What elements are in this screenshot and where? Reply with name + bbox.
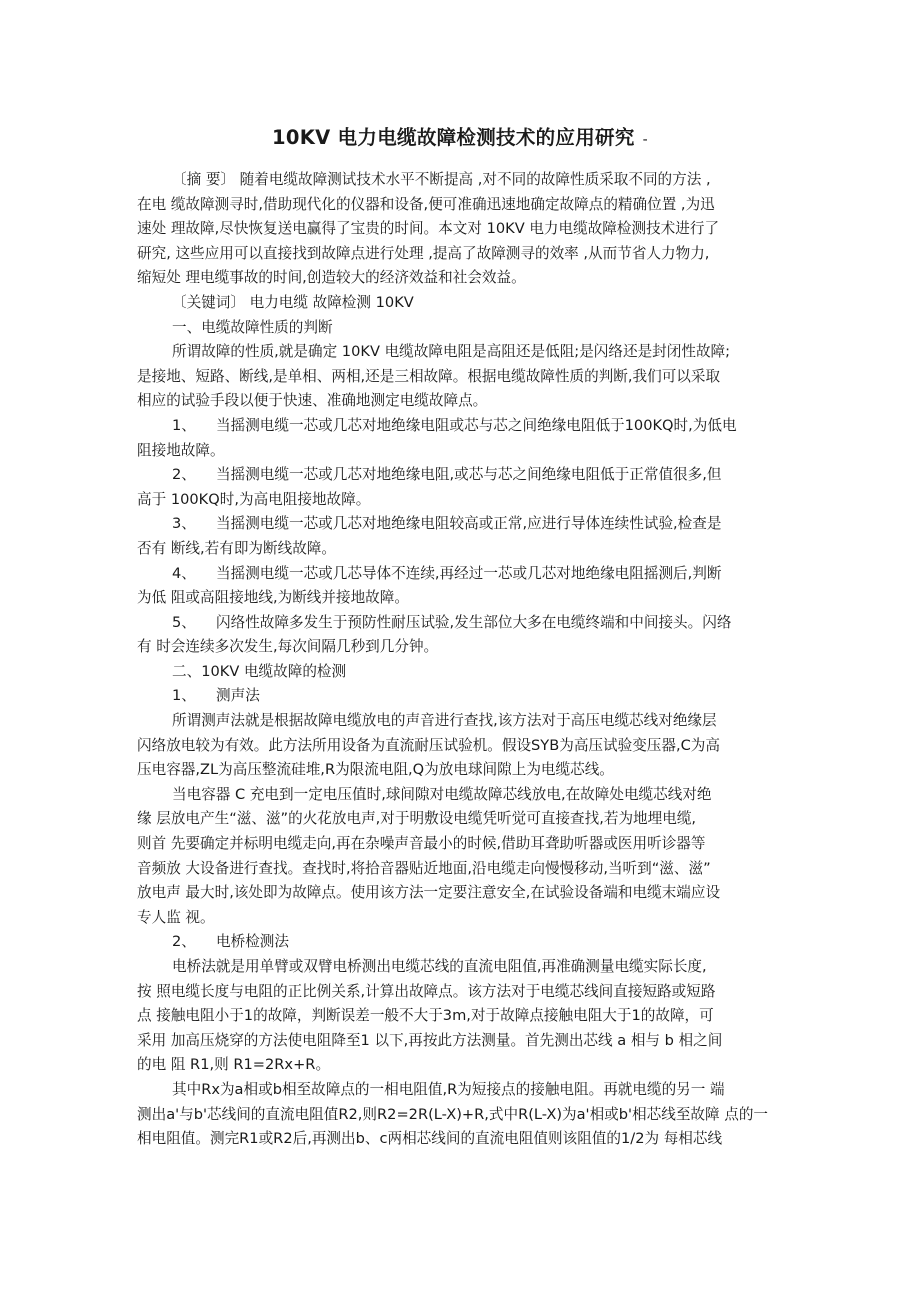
- document-title: 10KV 电力电缆故障检测技术的应用研究 -: [272, 126, 648, 149]
- text-line: 速处 理故障,尽快恢复送电赢得了宝贵的时间。本文对 10KV 电力电缆故障检测技术进行了: [137, 220, 720, 238]
- section1-intro: [137, 340, 791, 414]
- text-line: 〔摘 要〕 随着电缆故障测试技术水平不断提高 ,对不同的故障性质采取不同的方法 ,: [172, 171, 711, 188]
- sub2-paragraph-1: 电桥法就是用单臂或双臂电桥测出电缆芯线的直流电阻值,再准确测量电缆实际长度, 按 照电缆长度与电阻的正比例关系,计算出故障点。该方法对于电缆芯线间直接短路或短路 点 接触电阻小于1的故障，判断误差一般不大于3m,对于故障点接触电阻大于1的故障，可 采用 加高压烧穿的方法使电阻降至1 以下,再按此方法测量。首先测出芯线 a 相与 b 相之间 的电 阻 R1,则 R1=2Rx+R。: [137, 958, 723, 1074]
- text-line: 是接地、短路、断线,是单相、两相,还是三相故障。根据电缆故障性质的判断,我们可以采取: [137, 367, 721, 385]
- abstract-paragraph: [137, 168, 791, 291]
- keywords: 〔关键词〕 电力电缆 故障检测 10KV: [172, 293, 414, 311]
- list-item: 5、 闪络性故障多发生于预防性耐压试验,发生部位大多在电缆终端和中间接头。闪络 有 时会连续多次发生,每次间隔几秒到几分钟。: [137, 613, 732, 656]
- section-heading: 一、电缆故障性质的判断: [172, 318, 333, 336]
- text-line: 所谓故障的性质,就是确定 10KV 电缆故障电阻是高阻还是低阻;是闪络还是封闭性故障;: [172, 343, 731, 361]
- subsection-heading: 1、 测声法: [172, 687, 260, 705]
- sub2-paragraph-2: 其中Rx为a相或b相至故障点的一相电阻值,R为短接点的接触电阻。再就电缆的另一 端 测出a'与b'芯线间的直流电阻值R2,则R2=2R(L-X)+R,式中R(L-X)为a'相或b'相芯线至故障 点的一 相电阻值。测完R1或R2后,再测出b、c两相芯线间的直流电阻值则该阻值的1/2为 每相芯线: [137, 1080, 769, 1148]
- list-item: 1、 当摇测电缆一芯或几芯对地绝缘电阻或芯与芯之间绝缘电阻低于100KQ时,为低电 阻接地故障。: [137, 416, 737, 459]
- title-mark: -: [642, 132, 648, 148]
- list-item: 4、 当摇测电缆一芯或几芯导体不连续,再经过一芯或几芯对地绝缘电阻摇测后,判断 为低 阻或高阻接地线,为断线并接地故障。: [137, 564, 722, 607]
- subsection-heading: 2、 电桥检测法: [172, 933, 289, 951]
- text-line: 缩短处 理电缆事故的时间,创造较大的经济效益和社会效益。: [137, 269, 526, 287]
- list-item: 2、 当摇测电缆一芯或几芯对地绝缘电阻,或芯与芯之间绝缘电阻低于正常值很多,但 高于 100KQ时,为高电阻接地故障。: [137, 466, 722, 508]
- sub1-paragraph-1: 所谓测声法就是根据故障电缆放电的声音进行查找,该方法对于高压电缆芯线对绝缘层 闪络放电较为有效。此方法所用设备为直流耐压试验机。假设SYB为高压试验变压器,C为高 压电容器,ZL为高压整流硅堆,R为限流电阻,Q为放电球间隙上为电缆芯线。: [137, 712, 720, 779]
- sub1-paragraph-2: 当电容器 C 充电到一定电压值时,球间隙对电缆故障芯线放电,在故障处电缆芯线对绝 缘 层放电产生“滋、滋”的火花放电声,对于明敷设电缆凭听觉可直接查找,若为地埋电缆, 则首 先要确定并标明电缆走向,再在杂噪声音最小的时候,借助耳聋助听器或医用听诊器等 音频放 大设备进行查找。查找时,将拾音器贴近地面,沿电缆走向慢慢移动,当听到“滋、滋” 放电声 最大时,该处即为故障点。使用该方法一定要注意安全,在试验设备端和电缆末端应设 专人监 视。: [137, 785, 721, 926]
- section-heading: 二、10KV 电缆故障的检测: [172, 662, 347, 680]
- list-item: 3、 当摇测电缆一芯或几芯对地绝缘电阻较高或正常,应进行导体连续性试验,检查是 否有 断线,若有即为断线故障。: [137, 515, 722, 557]
- text-line: 研究, 这些应用可以直接找到故障点进行处理 ,提高了故障测寻的效率 ,从而节省人力物力,: [137, 244, 710, 262]
- text-line: 相应的试验手段以便于快速、准确地测定电缆故障点。: [137, 392, 488, 410]
- text-line: 在电 缆故障测寻时,借助现代化的仪器和设备,便可准确迅速地确定故障点的精确位置 ,为迅: [137, 195, 715, 213]
- document-body: [137, 168, 791, 1152]
